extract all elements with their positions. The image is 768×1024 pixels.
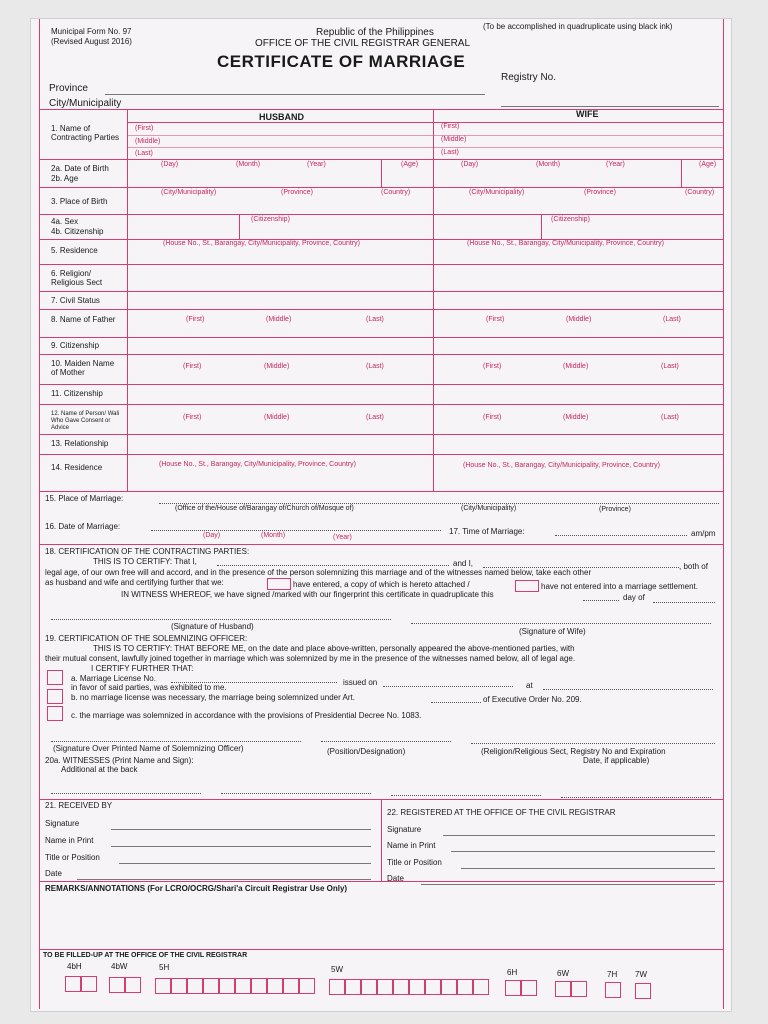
- cert18-line4a: IN WITNESS WHEREOF, we have signed /marked with our fingerprint this certificate in quadruplicate this: [121, 590, 494, 599]
- registered-signature-label: Signature: [387, 825, 422, 834]
- option-a-checkbox[interactable]: [47, 670, 63, 685]
- code-box[interactable]: [635, 983, 651, 999]
- father-h-last: (Last): [366, 316, 384, 323]
- place-of-marriage-label: 15. Place of Marriage:: [45, 494, 124, 503]
- cert18-line4b: day of: [623, 593, 645, 602]
- husband-signature-caption: (Signature of Husband): [171, 622, 254, 631]
- mother-h-middle: (Middle): [264, 363, 290, 370]
- row-label-citizenship-9: 9. Citizenship: [51, 341, 100, 350]
- wife-pob-country-sub: (Country): [685, 189, 715, 196]
- place-of-marriage-province-sub: (Province): [599, 506, 631, 513]
- consent-w-first: (First): [483, 414, 502, 421]
- husband-pob-country-sub: (Country): [381, 189, 411, 196]
- code-4bW: 4bW: [111, 962, 128, 971]
- cert19-a-license: a. Marriage License No.: [71, 674, 156, 683]
- received-date-label: Date: [45, 869, 62, 878]
- mother-w-middle: (Middle): [563, 363, 589, 370]
- code-box[interactable]: [329, 979, 345, 995]
- row-label-religion: 6. Religion/ Religious Sect: [51, 269, 103, 287]
- row-label-citizenship-11: 11. Citizenship: [51, 389, 103, 398]
- husband-column-header: HUSBAND: [259, 112, 304, 122]
- husband-day-sub: (Day): [161, 161, 179, 168]
- witnesses-sub: Additional at the back: [61, 765, 138, 774]
- registry-no-label: Registry No.: [501, 72, 557, 83]
- ink-instruction: (To be accomplished in quadruplicate using black ink): [483, 22, 673, 31]
- code-box[interactable]: [441, 979, 457, 995]
- code-box[interactable]: [283, 978, 299, 994]
- settlement-not-entered-box[interactable]: [515, 580, 539, 592]
- received-title-label: Title or Position: [45, 853, 100, 862]
- husband-citizenship-sub: (Citizenship): [251, 216, 290, 223]
- cert18-line1c: , both of: [679, 562, 708, 571]
- registered-title-label: Title or Position: [387, 858, 442, 867]
- father-h-first: (First): [186, 316, 205, 323]
- code-5W: 5W: [331, 965, 343, 974]
- form-revision: (Revised August 2016): [51, 37, 132, 46]
- row-label-civil-status: 7. Civil Status: [51, 296, 100, 305]
- witnesses-label: 20a. WITNESSES (Print Name and Sign):: [45, 756, 194, 765]
- wife-column-header: WIFE: [576, 109, 599, 119]
- code-5H: 5H: [159, 963, 170, 972]
- wife-year-sub: (Year): [606, 161, 625, 168]
- place-of-marriage-city-sub: (City/Municipality): [461, 505, 517, 512]
- consent-h-first: (First): [183, 414, 202, 421]
- row-label-sex: 4a. Sex: [51, 217, 79, 226]
- form-number: Municipal Form No. 97: [51, 27, 132, 36]
- marriage-month-sub: (Month): [261, 532, 286, 539]
- mother-h-first: (First): [183, 363, 202, 370]
- cert18-line3c: have not entered into a marriage settlement.: [541, 582, 698, 591]
- received-name-label: Name in Print: [45, 836, 94, 845]
- code-box[interactable]: [251, 978, 267, 994]
- certificate-title: CERTIFICATE OF MARRIAGE: [217, 52, 466, 71]
- cert18-heading: 18. CERTIFICATION OF THE CONTRACTING PARTIES:: [45, 547, 250, 556]
- father-w-last: (Last): [663, 316, 681, 323]
- place-of-marriage-sub: (Office of the/House of/Barangay of/Church of/Mosque of): [175, 505, 354, 512]
- code-box[interactable]: [171, 978, 187, 994]
- code-box[interactable]: [219, 978, 235, 994]
- code-box[interactable]: [457, 979, 473, 995]
- code-box[interactable]: [473, 979, 489, 995]
- husband-first-sub: (First): [135, 125, 154, 132]
- code-box[interactable]: [155, 978, 171, 994]
- certificate-page: [30, 18, 732, 1012]
- cert19-a-issued: issued on: [343, 678, 378, 687]
- row-label-pob: 3. Place of Birth: [51, 197, 108, 206]
- wife-address-sub: (House No., St., Barangay, City/Municipality, Province, Country): [467, 240, 664, 247]
- mother-w-first: (First): [483, 363, 502, 370]
- row-label-name: 1. Name of Contracting Parties: [51, 124, 120, 142]
- marriage-day-sub: (Day): [203, 532, 221, 539]
- husband-address-sub: (House No., St., Barangay, City/Municipality, Province, Country): [163, 240, 360, 247]
- wife-day-sub: (Day): [461, 161, 479, 168]
- registered-date-label: Date: [387, 874, 404, 883]
- code-box[interactable]: [203, 978, 219, 994]
- settlement-entered-box[interactable]: [267, 578, 291, 590]
- registered-name-label: Name in Print: [387, 841, 436, 850]
- code-box[interactable]: [81, 976, 97, 992]
- res14-h-sub: (House No., St., Barangay, City/Municipality, Province, Country): [159, 461, 356, 468]
- code-box[interactable]: [267, 978, 283, 994]
- wife-middle-sub: (Middle): [441, 136, 467, 143]
- husband-year-sub: (Year): [307, 161, 326, 168]
- consent-w-middle: (Middle): [563, 414, 589, 421]
- code-7H: 7H: [607, 970, 618, 979]
- code-box[interactable]: [125, 977, 141, 993]
- husband-pob-city-sub: (City/Municipality): [161, 189, 217, 196]
- row-label-father: 8. Name of Father: [51, 315, 116, 324]
- row-label-citizenship: 4b. Citizenship: [51, 227, 104, 236]
- cert19-line3: I CERTIFY FURTHER THAT:: [91, 664, 194, 673]
- received-by-title: 21. RECEIVED BY: [45, 801, 113, 810]
- code-box[interactable]: [521, 980, 537, 996]
- cert19-b-eo: of Executive Order No. 209.: [483, 695, 582, 704]
- cert19-heading: 19. CERTIFICATION OF THE SOLEMNIZING OFFICER:: [45, 634, 248, 643]
- option-b-checkbox[interactable]: [47, 689, 63, 704]
- code-box[interactable]: [393, 979, 409, 995]
- received-signature-label: Signature: [45, 819, 80, 828]
- father-w-first: (First): [486, 316, 505, 323]
- code-box[interactable]: [571, 981, 587, 997]
- res14-w-sub: (House No., St., Barangay, City/Municipality, Province, Country): [463, 462, 660, 469]
- religion-caption-2: Date, if applicable): [583, 756, 650, 765]
- code-box[interactable]: [377, 979, 393, 995]
- wife-pob-province-sub: (Province): [584, 189, 616, 196]
- registered-title: 22. REGISTERED AT THE OFFICE OF THE CIVIL REGISTRAR: [387, 808, 616, 817]
- consent-w-last: (Last): [661, 414, 679, 421]
- cert19-line2: their mutual consent, lawfully joined together in marriage which was solemnized by me in the presence of the witnesses named below, all of legal age.: [45, 654, 576, 663]
- office-label: OFFICE OF THE CIVIL REGISTRAR GENERAL: [255, 38, 471, 49]
- code-box[interactable]: [187, 978, 203, 994]
- cert18-line2: legal age, of our own free will and accord, and in the presence of the person solemnizing this marriage and of the witnesses named below, take each other: [45, 568, 592, 577]
- mother-w-last: (Last): [661, 363, 679, 370]
- province-label: Province: [49, 83, 88, 94]
- wife-pob-city-sub: (City/Municipality): [469, 189, 525, 196]
- row-label-residence-14: 14. Residence: [51, 463, 103, 472]
- position-caption: (Position/Designation): [327, 747, 406, 756]
- code-box[interactable]: [425, 979, 441, 995]
- wife-age-sub: (Age): [699, 161, 717, 168]
- husband-pob-province-sub: (Province): [281, 189, 313, 196]
- date-of-marriage-label: 16. Date of Marriage:: [45, 522, 121, 531]
- code-box[interactable]: [361, 979, 377, 995]
- row-label-residence: 5. Residence: [51, 246, 98, 255]
- code-box[interactable]: [299, 978, 315, 994]
- footer-title: TO BE FILLED-UP AT THE OFFICE OF THE CIVIL REGISTRAR: [43, 952, 248, 959]
- row-label-age: 2b. Age: [51, 174, 79, 183]
- consent-h-last: (Last): [366, 414, 384, 421]
- code-6H: 6H: [507, 968, 518, 977]
- father-w-middle: (Middle): [566, 316, 592, 323]
- wife-first-sub: (First): [441, 123, 460, 130]
- husband-month-sub: (Month): [236, 161, 261, 168]
- code-box[interactable]: [235, 978, 251, 994]
- cert18-line3a: as husband and wife and certifying further that we:: [45, 578, 224, 587]
- cert19-b-text: b. no marriage license was necessary, the marriage being solemnized under Art.: [71, 693, 355, 702]
- row-label-mother: 10. Maiden Name of Mother: [51, 359, 115, 377]
- option-c-checkbox[interactable]: [47, 706, 63, 721]
- remarks-label: REMARKS/ANNOTATIONS (For LCRO/OCRG/Shari'a Circuit Registrar Use Only): [45, 884, 348, 893]
- religion-caption: (Religion/Religious Sect, Registry No and Expiration: [481, 747, 666, 756]
- consent-h-middle: (Middle): [264, 414, 290, 421]
- husband-age-sub: (Age): [401, 161, 419, 168]
- wife-last-sub: (Last): [441, 149, 459, 156]
- row-label-relationship: 13. Relationship: [51, 439, 109, 448]
- row-label-consent: 12. Name of Person/ Wali Who Gave Consent or Advice: [51, 411, 120, 431]
- code-7W: 7W: [635, 970, 647, 979]
- code-4bH: 4bH: [67, 962, 82, 971]
- cert19-line1: THIS IS TO CERTIFY: THAT BEFORE ME, on the date and place above-written, personally appeared the above-mentioned parties, with: [93, 644, 575, 653]
- cert18-line1a: THIS IS TO CERTIFY: That I,: [93, 557, 197, 566]
- am-pm-label: am/pm: [691, 529, 716, 538]
- time-of-marriage-label: 17. Time of Marriage:: [449, 527, 525, 536]
- code-box[interactable]: [109, 977, 125, 993]
- code-box[interactable]: [345, 979, 361, 995]
- code-box[interactable]: [605, 982, 621, 998]
- wife-citizenship-sub: (Citizenship): [551, 216, 590, 223]
- code-box[interactable]: [505, 980, 521, 996]
- city-label: City/Municipality: [49, 98, 122, 109]
- cert19-a-favor: in favor of said parties, was exhibited to me.: [71, 683, 227, 692]
- code-box[interactable]: [409, 979, 425, 995]
- republic-label: Republic of the Philippines: [316, 27, 434, 38]
- husband-middle-sub: (Middle): [135, 138, 161, 145]
- solemnizing-officer-caption: (Signature Over Printed Name of Solemnizing Officer): [53, 744, 244, 753]
- cert19-c-text: c. the marriage was solemnized in accordance with the provisions of Presidential Decree No. 1083.: [71, 711, 422, 720]
- code-box[interactable]: [555, 981, 571, 997]
- cert19-a-at: at: [526, 681, 533, 690]
- wife-month-sub: (Month): [536, 161, 561, 168]
- code-6W: 6W: [557, 969, 569, 978]
- cert18-line1b: and I,: [453, 559, 474, 568]
- wife-signature-caption: (Signature of Wife): [519, 627, 586, 636]
- cert18-line3b: have entered, a copy of which is hereto attached /: [293, 580, 470, 589]
- husband-last-sub: (Last): [135, 150, 153, 157]
- code-box[interactable]: [65, 976, 81, 992]
- row-label-dob: 2a. Date of Birth: [51, 164, 109, 173]
- mother-h-last: (Last): [366, 363, 384, 370]
- father-h-middle: (Middle): [266, 316, 292, 323]
- marriage-year-sub: (Year): [333, 534, 352, 541]
